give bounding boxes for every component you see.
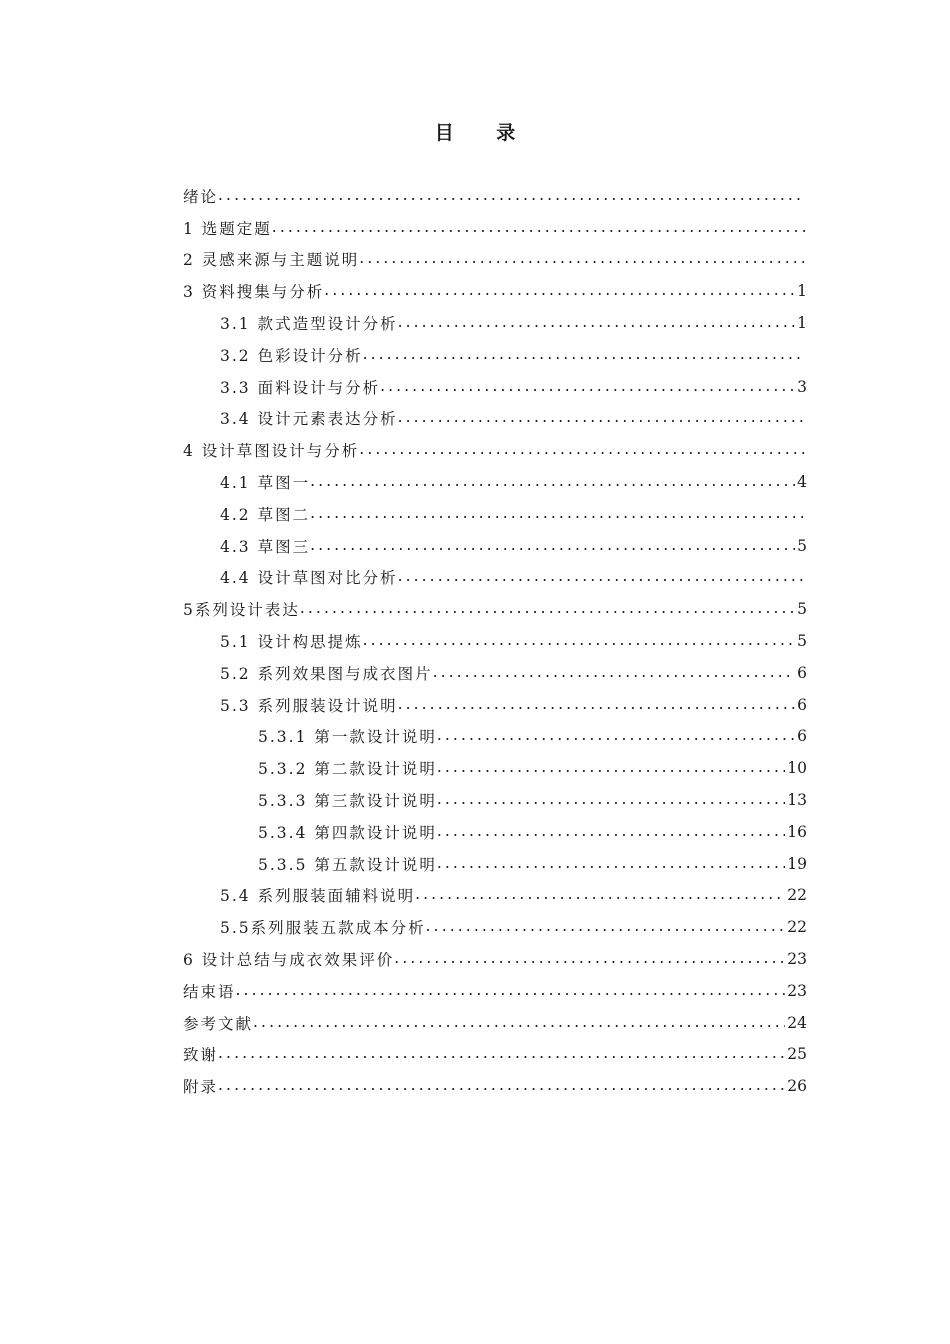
toc-entry[interactable] xyxy=(183,625,807,657)
toc-entry-label: 4.1 草图一 xyxy=(220,474,311,493)
toc-dot-leader xyxy=(253,1013,785,1031)
toc-dot-leader xyxy=(310,504,805,522)
toc-dot-leader xyxy=(398,695,796,713)
toc-entry[interactable] xyxy=(183,593,807,625)
toc-entry[interactable] xyxy=(183,339,807,371)
toc-entry-page-number: 26 xyxy=(787,1077,807,1096)
toc-dot-leader xyxy=(415,885,785,903)
toc-entry[interactable] xyxy=(183,275,807,307)
toc-entry-page-number: 6 xyxy=(797,727,807,746)
toc-entry-page-number: 22 xyxy=(787,918,807,937)
toc-entry-page-number: 22 xyxy=(787,886,807,905)
toc-entry-label: 5.3.3 第三款设计说明 xyxy=(258,792,437,811)
toc-dot-leader xyxy=(398,567,805,585)
toc-entry[interactable] xyxy=(183,403,807,435)
toc-entry[interactable] xyxy=(183,562,807,594)
toc-entry-page-number: 6 xyxy=(797,663,807,682)
toc-entry[interactable] xyxy=(183,1039,807,1071)
toc-entry-label: 3.4 设计元素表达分析 xyxy=(220,410,398,429)
toc-entry[interactable] xyxy=(183,244,807,276)
toc-entry-page-number: 13 xyxy=(787,791,807,810)
toc-dot-leader xyxy=(363,631,796,649)
toc-entry-page-number: 10 xyxy=(787,759,807,778)
toc-entry-page-number: 5 xyxy=(797,536,807,555)
toc-dot-leader xyxy=(437,758,785,776)
toc-entry[interactable] xyxy=(183,434,807,466)
toc-entry[interactable] xyxy=(183,212,807,244)
toc-entry-label: 4.3 草图三 xyxy=(220,537,311,556)
toc-entry-label: 5.2 系列效果图与成衣图片 xyxy=(220,664,433,683)
toc-entry-label: 5.3.1 第一款设计说明 xyxy=(258,728,437,747)
toc-entry-label: 5.5系列服装五款成本分析 xyxy=(220,919,426,938)
toc-entry[interactable] xyxy=(183,752,807,784)
toc-entry[interactable] xyxy=(183,816,807,848)
toc-entry-page-number: 23 xyxy=(787,950,807,969)
toc-entry-label: 附录 xyxy=(183,1078,219,1097)
toc-entry[interactable] xyxy=(183,975,807,1007)
toc-dot-leader xyxy=(218,1076,785,1094)
toc-entry-label: 5.3 系列服装设计说明 xyxy=(220,696,398,715)
toc-entry-label: 结束语 xyxy=(183,982,236,1001)
toc-entry-page-number: 5 xyxy=(797,600,807,619)
toc-entry-label: 4.2 草图二 xyxy=(220,505,311,524)
toc-entry-page-number: 23 xyxy=(787,981,807,1000)
toc-entry-page-number: 3 xyxy=(797,377,807,396)
toc-entry-label: 3.1 款式造型设计分析 xyxy=(220,315,398,334)
toc-entry-label: 5.4 系列服装面辅料说明 xyxy=(220,887,416,906)
toc-entry-label: 1 选题定题 xyxy=(183,219,272,238)
toc-entry[interactable] xyxy=(183,911,807,943)
toc-entry-page-number: 1 xyxy=(797,314,807,333)
toc-dot-leader xyxy=(437,790,785,808)
toc-entry-label: 5.3.4 第四款设计说明 xyxy=(258,823,437,842)
toc-entry[interactable] xyxy=(183,180,807,212)
toc-entry[interactable] xyxy=(183,880,807,912)
toc-dot-leader xyxy=(398,313,796,331)
toc-entry[interactable] xyxy=(183,848,807,880)
toc-entry-page-number: 6 xyxy=(797,695,807,714)
toc-entry[interactable] xyxy=(183,784,807,816)
toc-entry[interactable] xyxy=(183,371,807,403)
toc-entry-label: 4.4 设计草图对比分析 xyxy=(220,569,398,588)
toc-entry-page-number: 19 xyxy=(787,854,807,873)
toc-dot-leader xyxy=(324,281,795,299)
toc-entry-page-number: 1 xyxy=(797,282,807,301)
toc-dot-leader xyxy=(363,345,805,363)
toc-entry-label: 6 设计总结与成衣效果评价 xyxy=(183,951,395,970)
toc-entry[interactable] xyxy=(183,657,807,689)
toc-dot-leader xyxy=(398,408,805,426)
toc-dot-leader xyxy=(380,377,795,395)
toc-entry-page-number: 25 xyxy=(787,1045,807,1064)
toc-dot-leader xyxy=(300,599,795,617)
toc-entry[interactable] xyxy=(183,943,807,975)
toc-entry[interactable] xyxy=(183,689,807,721)
toc-dot-leader xyxy=(437,726,795,744)
toc-dot-leader xyxy=(272,218,805,236)
toc-entry[interactable] xyxy=(183,466,807,498)
toc-entry[interactable] xyxy=(183,307,807,339)
toc-entry-label: 参考文献 xyxy=(183,1014,254,1033)
toc-entry-label: 5.3.2 第二款设计说明 xyxy=(258,760,437,779)
toc-dot-leader xyxy=(359,249,805,267)
toc-dot-leader xyxy=(437,854,785,872)
toc-dot-leader xyxy=(218,1044,785,1062)
toc-entry[interactable] xyxy=(183,721,807,753)
toc-entry-label: 致谢 xyxy=(183,1046,219,1065)
toc-entry-page-number: 4 xyxy=(797,473,807,492)
toc-dot-leader xyxy=(310,536,795,554)
toc-entry-label: 5.1 设计构思提炼 xyxy=(220,633,363,652)
toc-entry[interactable] xyxy=(183,1070,807,1102)
toc-dot-leader xyxy=(426,917,786,935)
toc-entry-page-number: 24 xyxy=(787,1013,807,1032)
toc-entry-label: 3 资料搜集与分析 xyxy=(183,283,325,302)
toc-entry[interactable] xyxy=(183,1007,807,1039)
toc-entry[interactable] xyxy=(183,530,807,562)
toc-dot-leader xyxy=(394,949,785,967)
toc-entry-page-number: 5 xyxy=(797,632,807,651)
toc-title: 目 录 xyxy=(434,122,534,144)
toc-entry-label: 5.3.5 第五款设计说明 xyxy=(258,855,437,874)
toc-entry[interactable] xyxy=(183,498,807,530)
toc-dot-leader xyxy=(437,822,785,840)
toc-dot-leader xyxy=(433,663,796,681)
toc-dot-leader xyxy=(236,981,786,999)
toc-entry-label: 2 灵感来源与主题说明 xyxy=(183,251,360,270)
toc-dot-leader xyxy=(218,186,805,204)
toc-dot-leader xyxy=(359,440,805,458)
toc-entry-page-number: 16 xyxy=(787,822,807,841)
toc-entry-label: 3.2 色彩设计分析 xyxy=(220,346,363,365)
table-of-contents xyxy=(183,180,807,1102)
toc-dot-leader xyxy=(310,472,795,490)
toc-entry-label: 绪论 xyxy=(183,187,219,206)
toc-entry-label: 5系列设计表达 xyxy=(183,601,300,620)
toc-entry-label: 3.3 面料设计与分析 xyxy=(220,378,381,397)
toc-entry-label: 4 设计草图设计与分析 xyxy=(183,442,360,461)
